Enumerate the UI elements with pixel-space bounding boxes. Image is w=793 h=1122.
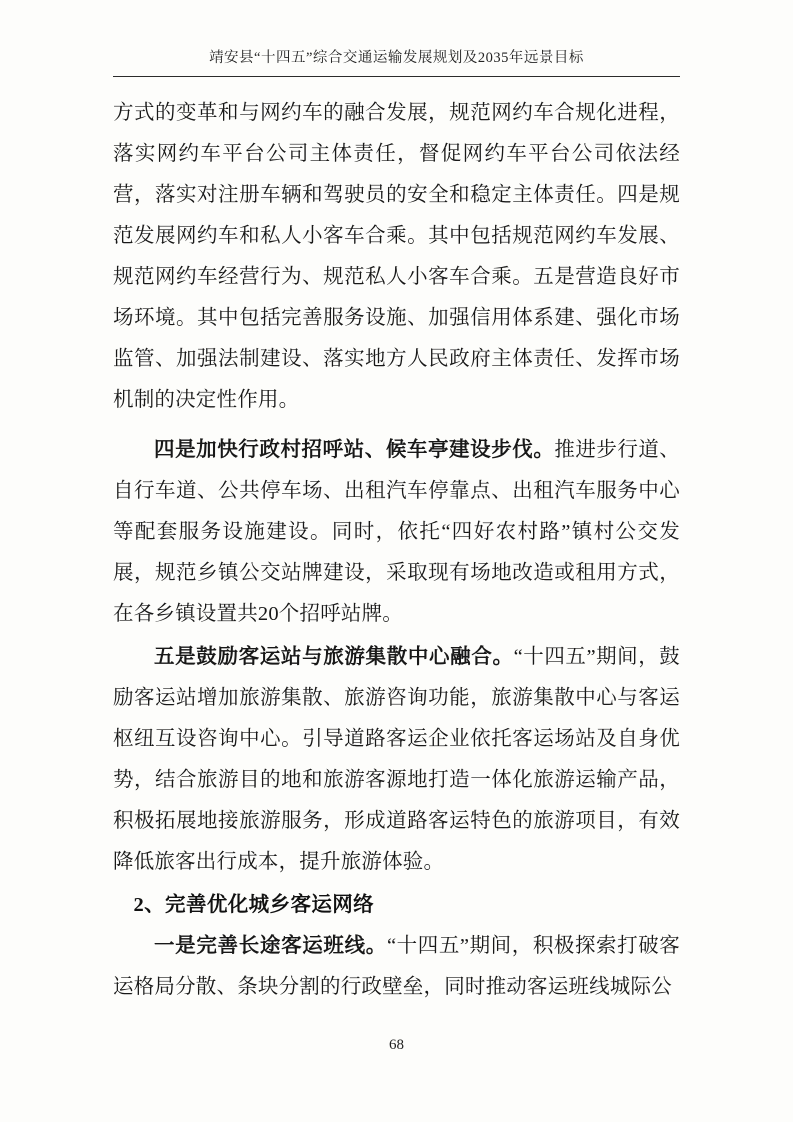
page-header-title: 靖安县“十四五”综合交通运输发展规划及2035年远景目标 (209, 50, 584, 66)
paragraph-item-five-lead: 五是鼓励客运站与旅游集散中心融合。 (154, 646, 514, 668)
paragraph-continued (113, 93, 680, 421)
paragraph-item-one-lead: 一是完善长途客运班线。 (154, 935, 387, 957)
paragraph-item-five (113, 637, 680, 883)
section-heading: 2、完善优化城乡客运网络 (133, 894, 375, 916)
page-number: 68 (389, 1037, 404, 1053)
header-divider (113, 76, 680, 77)
paragraph-item-four-text: 推进步行道、自行车道、公共停车场、出租汽车停靠点、出租汽车服务中心等配套服务设施建设。同时，依托“四好农村路”镇村公交发展，规范乡镇公交站牌建设，采取现有场地改造或租用方式，在各乡镇设置共20个招呼站牌。 (113, 439, 680, 625)
paragraph-item-four (113, 430, 680, 635)
paragraph-item-four-lead: 四是加快行政村招呼站、候车亭建设步伐。 (154, 439, 555, 461)
paragraph-item-one-text: “十四五”期间，积极探索打破客运格局分散、条块分割的行政壁垒，同时推动客运班线城际公 (113, 935, 680, 998)
paragraph-continued-text: 方式的变革和与网约车的融合发展，规范网约车合规化进程，落实网约车平台公司主体责任，督促网约车平台公司依法经营，落实对注册车辆和驾驶员的安全和稳定主体责任。四是规范发展网约车和私人小客车合乘。其中包括规范网约车发展、规范网约车经营行为、规范私人小客车合乘。五是营造良好市场环境。其中包括完善服务设施、加强信用体系建、强化市场监管、加强法制建设、落实地方人民政府主体责任、发挥市场机制的决定性作用。 (113, 102, 680, 411)
paragraph-item-five-text: “十四五”期间，鼓励客运站增加旅游集散、旅游咨询功能，旅游集散中心与客运枢纽互设咨询中心。引导道路客运企业依托客运场站及自身优势，结合旅游目的地和旅游客源地打造一体化旅游运输产品，积极拓展地接旅游服务，形成道路客运特色的旅游项目，有效降低旅客出行成本，提升旅游体验。 (113, 646, 680, 873)
paragraph-item-one (113, 926, 680, 1008)
page-content (113, 93, 680, 1008)
paragraph-spacer (113, 421, 680, 430)
